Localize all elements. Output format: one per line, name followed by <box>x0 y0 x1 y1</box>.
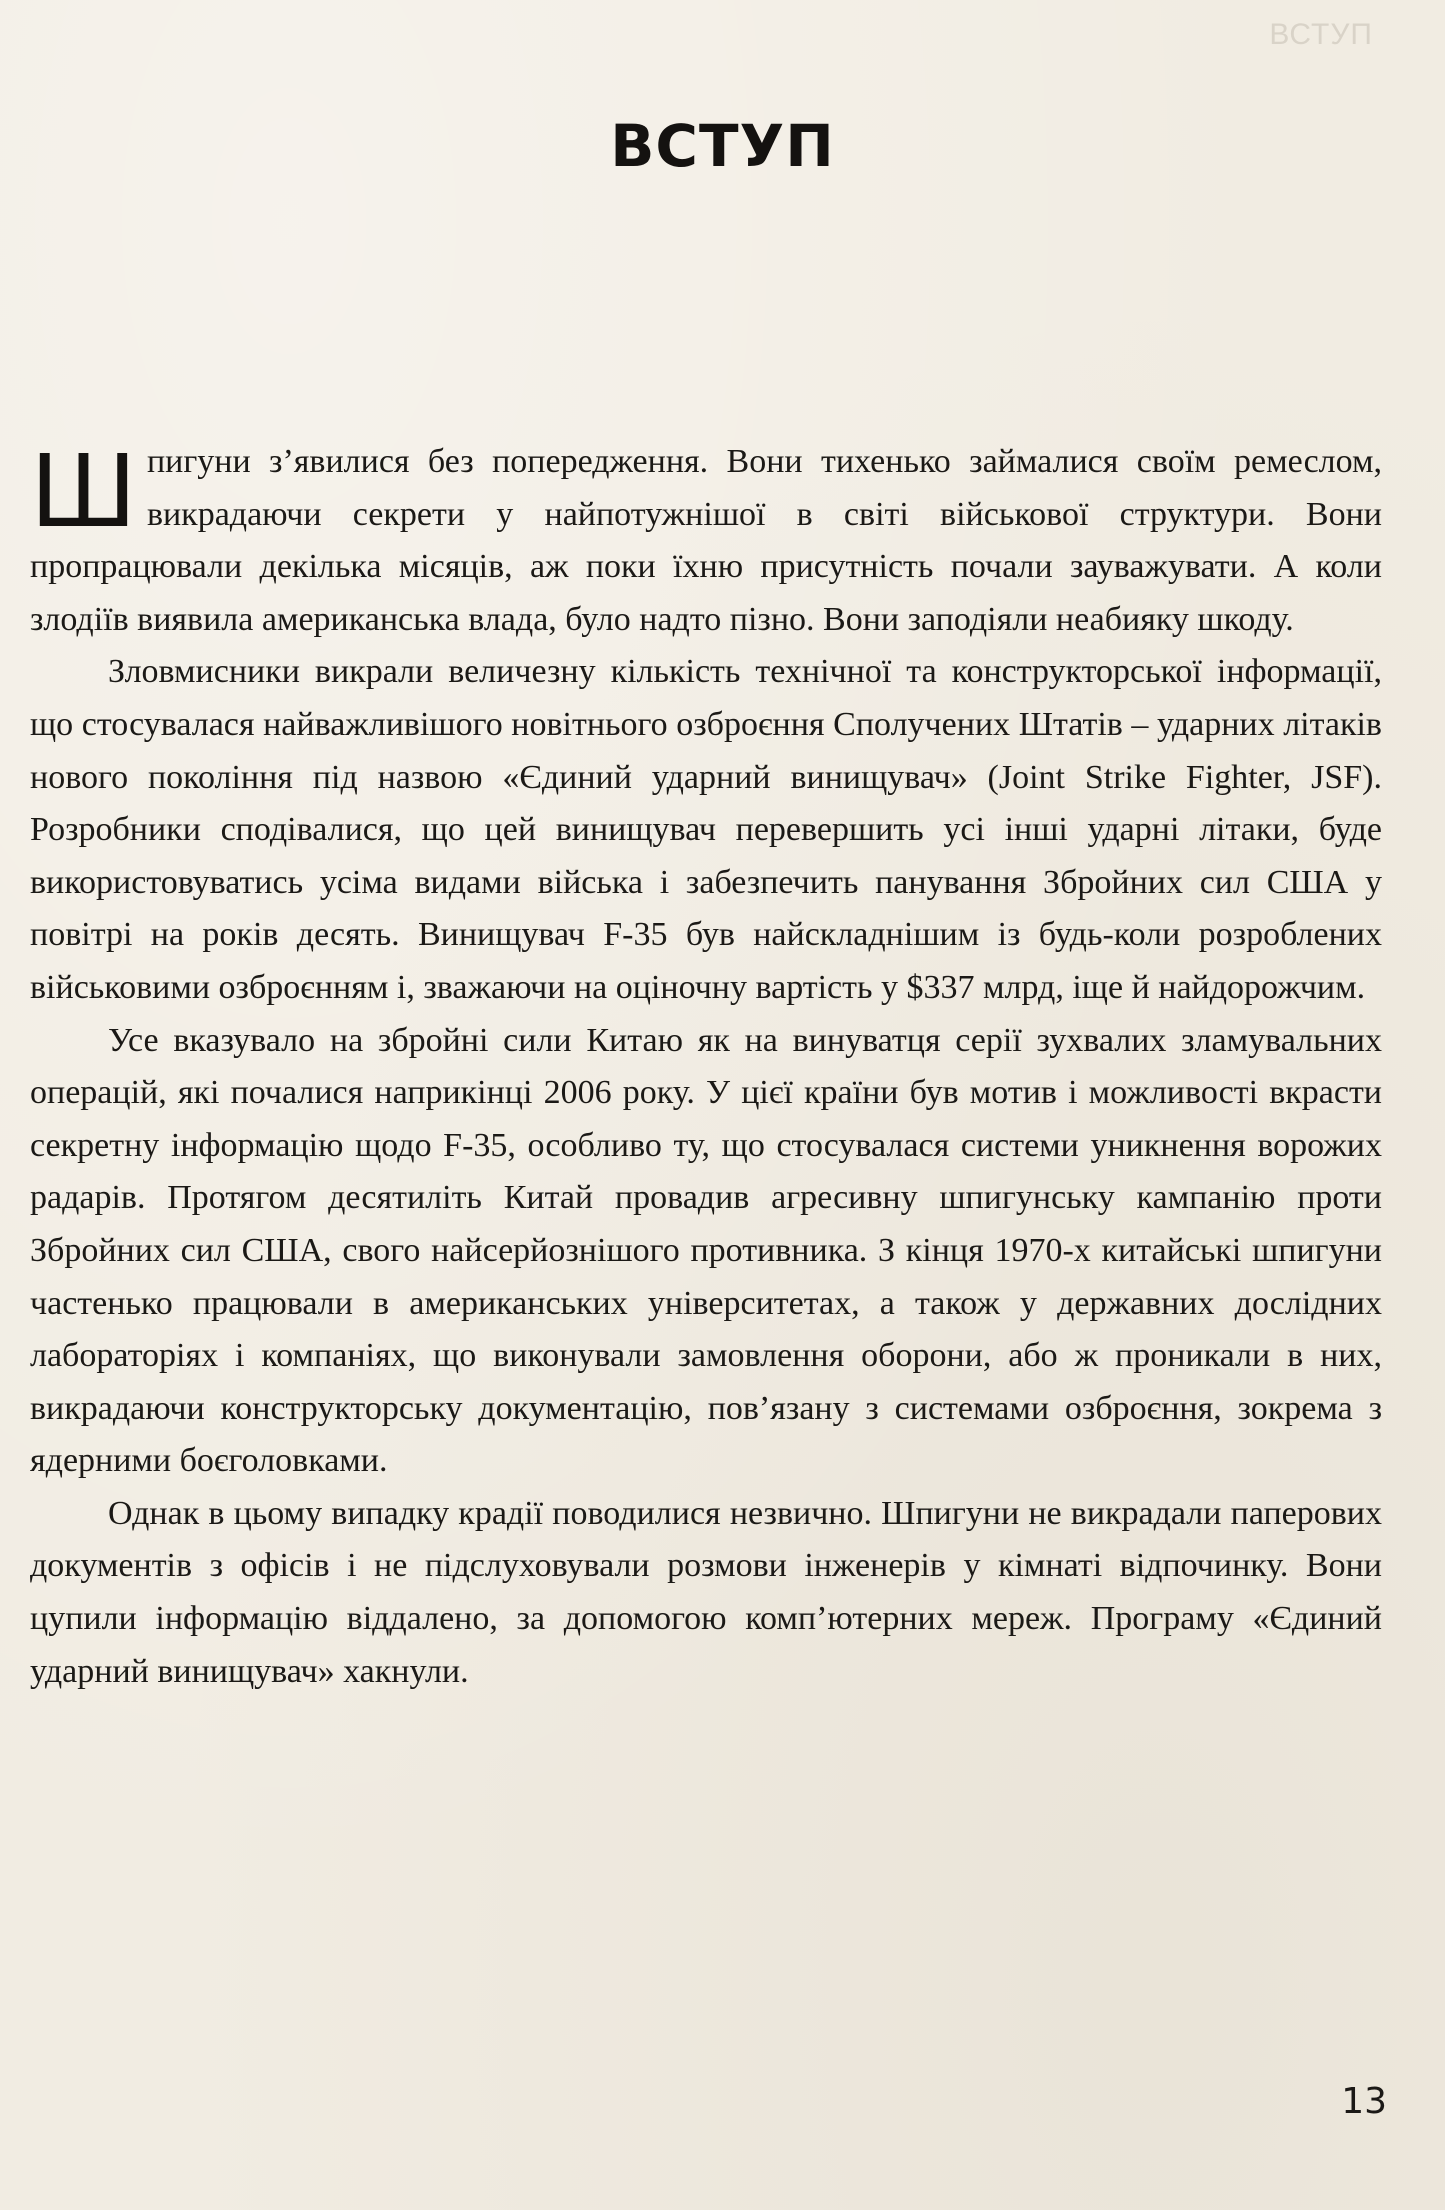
paragraph-2: Зловмисники викрали величезну кількість технічної та конструкторської інформації, що стосувалася найважливішого новітнього озброєння Сполучених Штатів – ударних літаків нового покоління під назвою «Єдиний ударний винищувач» (Joint Strike Fighter, JSF). Розробники сподівалися, що цей винищувач перевершить усі інші ударні літаки, буде використовуватись усіма видами війська і забезпечить панування Збройних сил США у повітрі на років десять. Винищувач F-35 був найскладнішим із будь-коли розроблених військовими озброєнням і, зважаючи на оціночну вартість у $337 млрд, іще й найдорожчим. <box>30 653 1382 1006</box>
chapter-title: ВСТУП <box>610 112 835 180</box>
drop-cap: Ш <box>30 433 137 550</box>
page-number: 13 <box>1341 2081 1387 2122</box>
body-text <box>30 433 1382 1698</box>
paragraph-1 <box>30 433 1382 646</box>
paragraph-3: Усе вказувало на збройні сили Китаю як на винуватця серії зухвалих зламувальних операцій, які почалися наприкінці 2006 року. У цієї країни був мотив і можливості вкрасти секретну інформацію щодо F-35, особливо ту, що стосувалася системи уникнення ворожих радарів. Протягом десятиліть Китай провадив агресивну шпигунську кампанію проти Збройних сил США, свого найсерйознішого противника. З кінця 1970-х китайські шпигуни частенько працювали в американських університетах, а також у державних дослідних лабораторіях і компаніях, що виконували замовлення оборони, або ж проникали в них, викрадаючи конструкторську документацію, пов’язану з системами озброєння, зокрема з ядерними боєголовками. <box>30 1021 1382 1480</box>
paragraph-4: Однак в цьому випадку крадії поводилися незвично. Шпигуни не викрадали паперових документів з офісів і не підслуховували розмови інженерів у кімнаті відпочинку. Вони цупили інформацію віддалено, за допомогою комп’ютерних мереж. Програму «Єдиний ударний винищувач» хакнули. <box>30 1494 1382 1690</box>
running-head-bleedthrough: ВСТУП <box>1269 18 1373 51</box>
paragraph-1-text: пигуни з’явилися без попередження. Вони тихенько займалися своїм ремеслом, викрадаючи секрети у найпотужнішої в світі військової структури. Вони пропрацювали декілька місяців, аж поки їхню присутність почали зауважувати. А коли злодіїв виявила американська влада, було надто пізно. Вони заподіяли неабияку шкоду. <box>30 443 1382 638</box>
